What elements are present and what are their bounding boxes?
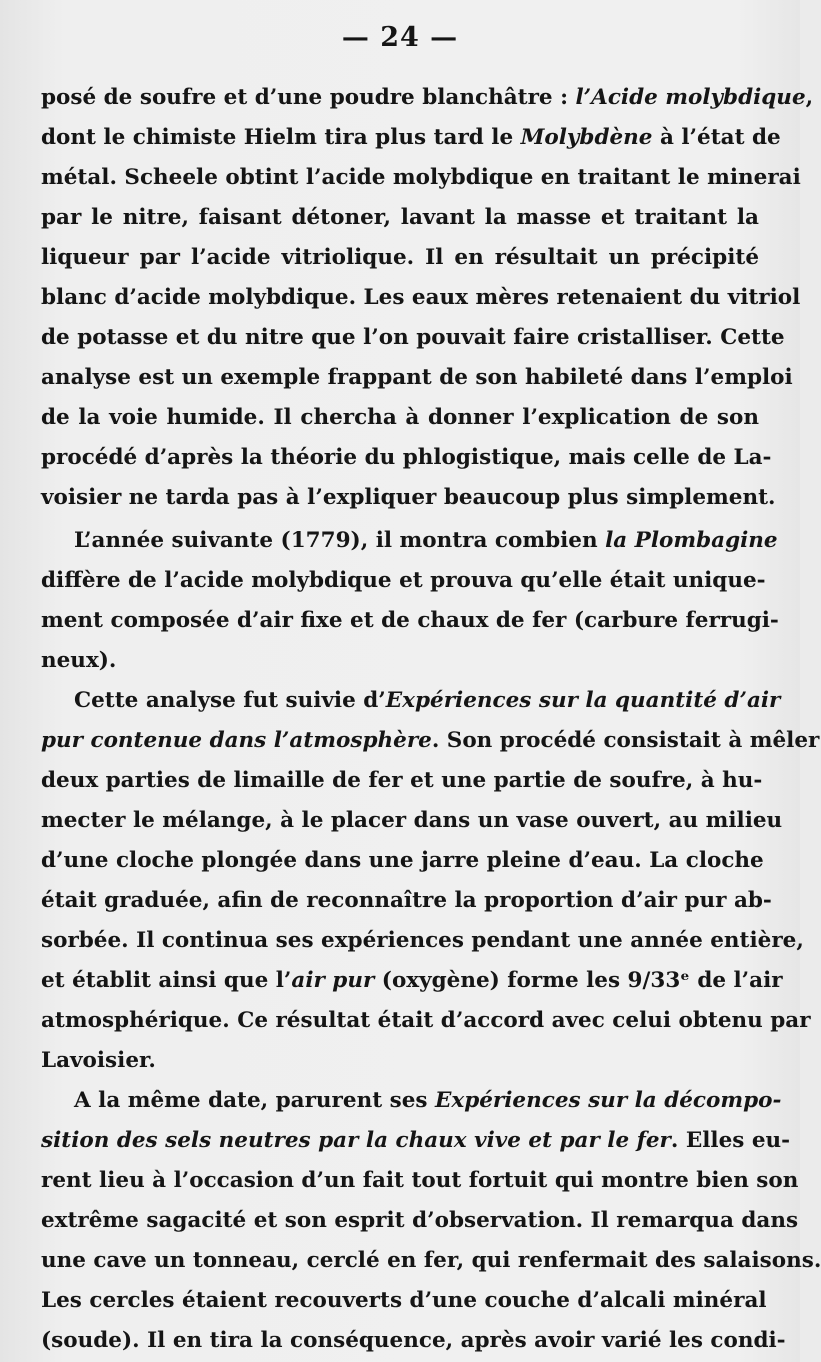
text-segment: d’une cloche plongée dans une jarre pleine d’eau. La cloche <box>41 848 764 873</box>
text-line <box>41 761 763 801</box>
text-line <box>41 238 759 278</box>
text-segment: à l’état de <box>652 125 781 150</box>
text-segment: L’année suivante (1779), il montra combien <box>74 528 606 553</box>
text-line <box>41 1281 767 1321</box>
italic-text: sition des sels neutres par la chaux vive et par le fer <box>41 1128 671 1153</box>
italic-text: pur contenue dans l’atmosphère <box>41 728 432 753</box>
text-segment: voisier ne tarda pas à l’expliquer beaucoup plus simplement. <box>41 485 776 510</box>
text-line <box>41 278 801 318</box>
text-segment: Les cercles étaient recouverts d’une couche d’alcali minéral <box>41 1288 767 1313</box>
text-segment: neux). <box>41 648 117 673</box>
text-line <box>41 721 820 761</box>
text-line <box>41 1121 791 1161</box>
text-segment: (soude). Il en tira la conséquence, après avoir varié les condi- <box>41 1328 786 1353</box>
text-line <box>41 1241 821 1281</box>
text-line <box>41 881 772 921</box>
text-line <box>41 1081 782 1121</box>
text-segment: dont le chimiste Hielm tira plus tard le <box>41 125 521 150</box>
text-segment: procédé d’après la théorie du phlogistique, mais celle de La- <box>41 445 772 470</box>
text-segment: blanc d’acide molybdique. Les eaux mères retenaient du vitriol <box>41 285 801 310</box>
text-line <box>41 961 783 1001</box>
text-segment: liqueur par l’acide vitriolique. Il en résultait un précipité <box>41 245 759 270</box>
text-segment: (oxygène) forme les 9/33ᵉ de l’air <box>374 968 783 993</box>
text-line <box>41 1041 759 1081</box>
italic-text: air pur <box>291 968 375 993</box>
text-segment: posé de soufre et d’une poudre blanchâtre : <box>41 85 576 110</box>
text-segment: mecter le mélange, à le placer dans un vase ouvert, au milieu <box>41 808 783 833</box>
text-segment: sorbée. Il continua ses expériences pendant une année entière, <box>41 928 804 953</box>
text-segment: analyse est un exemple frappant de son habileté dans l’emploi <box>41 365 793 390</box>
page-number: — 24 — <box>341 22 459 53</box>
italic-text: l’Acide molybdique <box>575 85 806 110</box>
text-segment: , <box>805 85 814 110</box>
text-segment: deux parties de limaille de fer et une partie de soufre, à hu- <box>41 768 763 793</box>
text-line <box>41 438 772 478</box>
italic-text: Expériences sur la décompo- <box>435 1088 782 1113</box>
text-line <box>41 398 759 438</box>
text-segment: ment composée d’air fixe et de chaux de fer (carbure ferrugi- <box>41 608 779 633</box>
text-segment: Cette analyse fut suivie d’ <box>74 688 386 713</box>
text-segment: Lavoisier. <box>41 1048 156 1073</box>
italic-text: Molybdène <box>520 125 653 150</box>
text-segment: . Son procédé consistait à mêler <box>431 728 820 753</box>
text-segment: extrême sagacité et son esprit d’observation. Il remarqua dans <box>41 1208 799 1233</box>
text-line <box>41 1001 811 1041</box>
text-line <box>41 198 759 238</box>
italic-text: Expériences sur la quantité d’air <box>385 688 781 713</box>
text-segment: et établit ainsi que l’ <box>41 968 292 993</box>
text-line <box>41 1201 799 1241</box>
text-line <box>41 841 764 881</box>
text-line <box>41 1161 799 1201</box>
text-segment: métal. Scheele obtint l’acide molybdique en traitant le minerai <box>41 165 801 190</box>
text-segment: . Elles eu- <box>670 1128 791 1153</box>
text-segment: par le nitre, faisant détoner, lavant la masse et traitant la <box>41 205 759 230</box>
text-line <box>41 318 785 358</box>
text-line <box>41 681 781 721</box>
text-segment: de potasse et du nitre que l’on pouvait faire cristalliser. Cette <box>41 325 785 350</box>
text-line <box>41 78 814 118</box>
text-line <box>41 641 759 681</box>
italic-text: la Plombagine <box>605 528 778 553</box>
text-segment: était graduée, afin de reconnaître la proportion d’air pur ab- <box>41 888 772 913</box>
text-line <box>41 478 776 518</box>
text-line <box>41 358 793 398</box>
text-segment: une cave un tonneau, cerclé en fer, qui renfermait des salaisons. <box>41 1248 821 1273</box>
text-line <box>41 601 779 641</box>
text-segment: A la même date, parurent ses <box>74 1088 435 1113</box>
text-segment: rent lieu à l’occasion d’un fait tout fortuit qui montre bien son <box>41 1168 799 1193</box>
text-line <box>41 158 801 198</box>
text-line <box>41 801 783 841</box>
text-segment: atmosphérique. Ce résultat était d’accord avec celui obtenu par <box>41 1008 811 1033</box>
text-segment: diffère de l’acide molybdique et prouva qu’elle était unique- <box>41 568 766 593</box>
text-segment: de la voie humide. Il chercha à donner l’explication de son <box>41 405 759 430</box>
text-line <box>41 521 778 561</box>
text-line <box>41 118 781 158</box>
text-line <box>41 561 766 601</box>
text-line <box>41 921 804 961</box>
text-line <box>41 1321 786 1361</box>
